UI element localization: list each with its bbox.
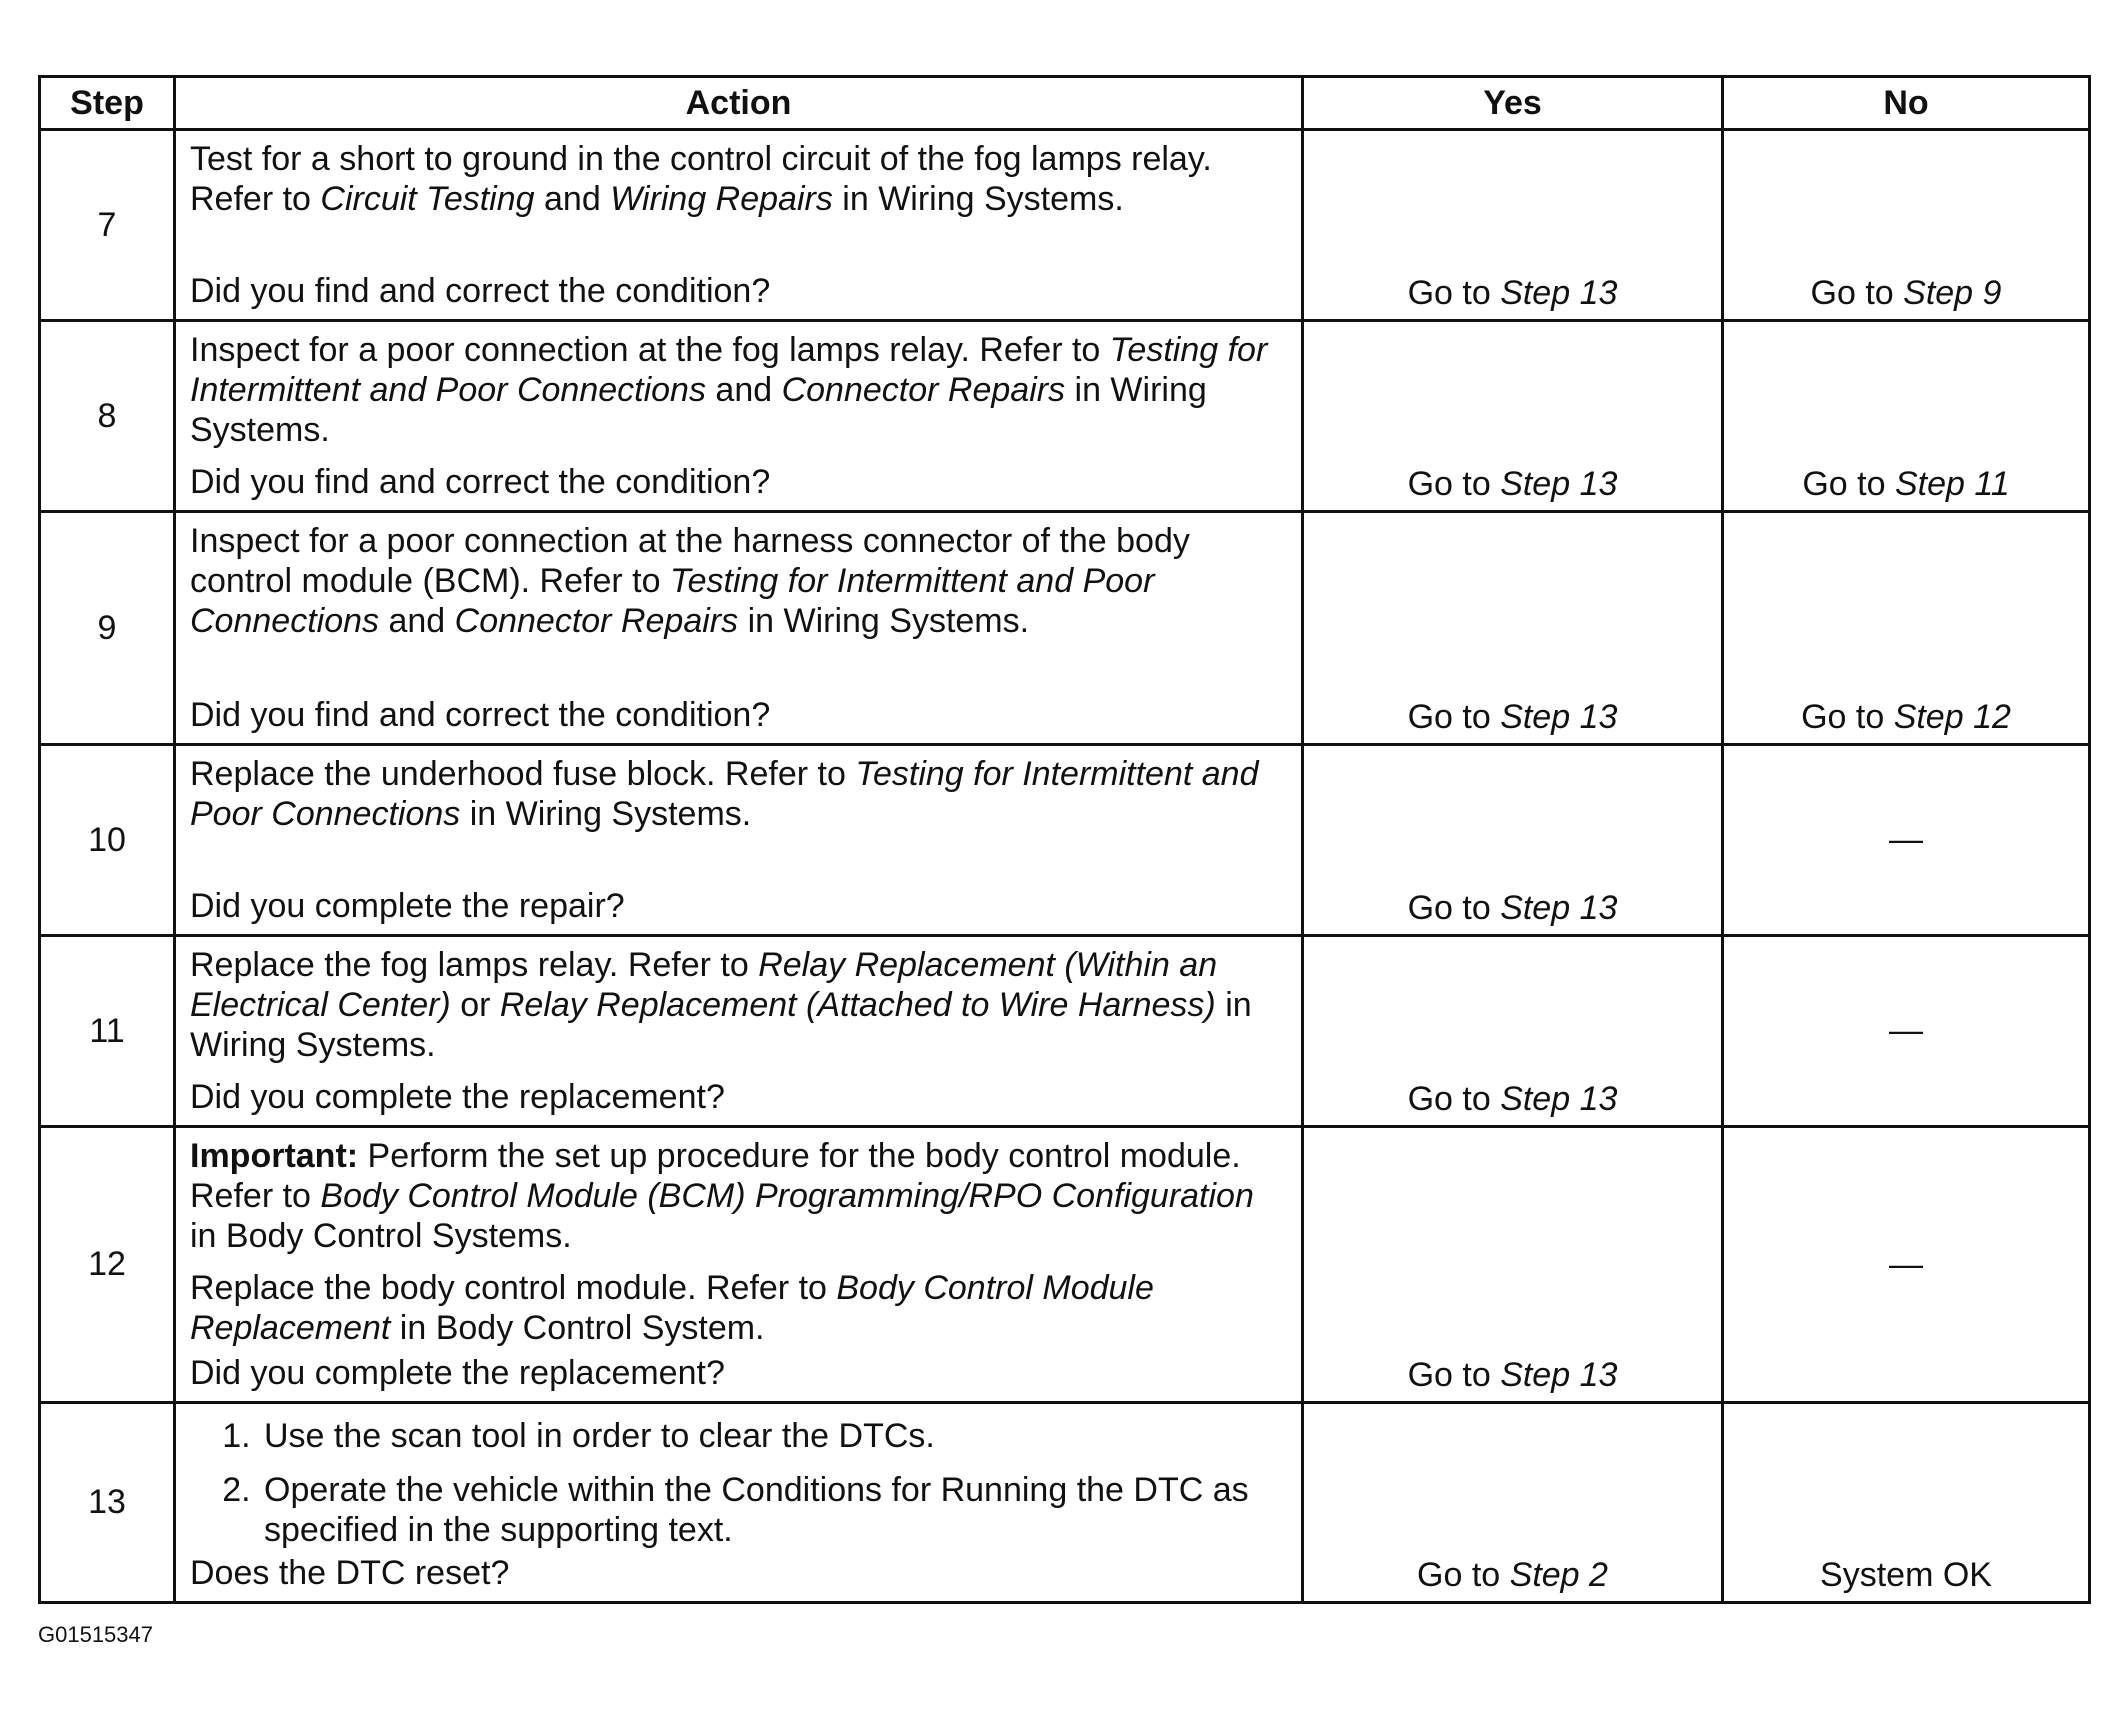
action-text: in Body Control System. [390, 1309, 765, 1347]
question-text: Did you find and correct the condition? [190, 272, 771, 310]
goto-step: Step 13 [1500, 274, 1618, 312]
list-item: 2. Operate the vehicle within the Conditions for Running the DTC as specified in the supporting text. [260, 1470, 1289, 1550]
action-steps-list [190, 1416, 1289, 1550]
table-row [40, 512, 2090, 745]
yes-cell [1303, 1403, 1723, 1603]
no-result [1724, 465, 2088, 504]
action-description [176, 746, 1301, 834]
goto-step: Step 9 [1903, 274, 2002, 312]
action-cell [175, 1127, 1303, 1403]
action-text: in Wiring Systems. [190, 371, 1207, 449]
action-cell [175, 130, 1303, 321]
header-action: Action [175, 77, 1303, 130]
question-text: Did you complete the repair? [190, 887, 625, 925]
yes-result [1304, 1080, 1721, 1119]
action-text: Replace the body control module. Refer to [190, 1269, 837, 1307]
table-row [40, 1127, 2090, 1403]
yes-cell [1303, 936, 1723, 1127]
question-text: Did you find and correct the condition? [190, 696, 771, 734]
action-description [176, 322, 1301, 450]
yes-result [1304, 1556, 1721, 1595]
no-cell [1723, 745, 2090, 936]
goto-step: Step 13 [1500, 889, 1618, 927]
reference-link-text: Relay Replacement (Within an Electrical Center) [190, 946, 1218, 1024]
action-text: Replace the underhood fuse block. Refer to [190, 755, 856, 793]
action-paragraph [190, 521, 1289, 641]
important-note [190, 1136, 1289, 1256]
action-text: Inspect for a poor connection at the harness connector of the body control module (BCM). Refer to [190, 522, 1190, 600]
no-result-dash: — [1889, 1245, 1923, 1283]
step-number: 10 [40, 745, 175, 936]
goto-step: Step 13 [1500, 465, 1618, 503]
goto-step: Step 2 [1509, 1556, 1608, 1594]
step-number: 13 [40, 1403, 175, 1603]
table-row [40, 936, 2090, 1127]
yes-result [1304, 1356, 1721, 1395]
action-text: and [379, 602, 455, 640]
step-number: 9 [40, 512, 175, 745]
action-text: Inspect for a poor connection at the fog lamps relay. Refer to [190, 331, 1110, 369]
goto-prefix: Go to [1407, 274, 1501, 312]
reference-link-text: Body Control Module Replacement [190, 1269, 1154, 1347]
no-cell [1723, 936, 2090, 1127]
important-label: Important: [190, 1137, 359, 1175]
goto-prefix: Go to [1801, 698, 1894, 736]
step-number: 11 [40, 936, 175, 1127]
action-paragraph [190, 1268, 1289, 1348]
step-number: 12 [40, 1127, 175, 1403]
goto-prefix: Go to [1407, 889, 1501, 927]
goto-step: Step 11 [1894, 465, 2010, 503]
goto-prefix: Go to [1407, 1080, 1501, 1118]
goto-prefix: Go to [1417, 1556, 1510, 1594]
question-text: Does the DTC reset? [190, 1554, 510, 1592]
action-text: in Body Control Systems. [190, 1217, 572, 1255]
goto-step: Step 13 [1500, 1080, 1618, 1118]
action-cell [175, 1403, 1303, 1603]
table-row [40, 321, 2090, 512]
figure-id: G01515347 [38, 1622, 153, 1647]
action-cell [175, 745, 1303, 936]
header-row [40, 77, 2090, 130]
yes-result [1304, 889, 1721, 928]
goto-prefix: Go to [1810, 274, 1904, 312]
no-result [1724, 274, 2088, 313]
action-text: in Wiring Systems. [190, 986, 1252, 1064]
action-text: Replace the fog lamps relay. Refer to [190, 946, 759, 984]
no-result [1724, 698, 2088, 737]
step-number: 7 [40, 130, 175, 321]
action-cell [175, 512, 1303, 745]
no-result-dash: — [1889, 1011, 1923, 1050]
no-cell [1723, 1127, 2090, 1403]
no-result: System OK [1820, 1556, 1992, 1594]
step-number: 8 [40, 321, 175, 512]
table-row [40, 1403, 2090, 1603]
action-description [176, 513, 1301, 641]
list-item: 1. Use the scan tool in order to clear the DTCs. [260, 1416, 1289, 1456]
action-text: in Wiring Systems. [832, 180, 1124, 218]
action-paragraph [190, 330, 1289, 450]
action-text: Test for a short to ground in the control circuit of the fog lamps relay. Refer to [190, 140, 1212, 218]
yes-cell [1303, 745, 1723, 936]
question-text: Did you complete the replacement? [190, 1078, 725, 1116]
goto-step: Step 13 [1500, 1356, 1618, 1394]
diagnostic-table [38, 75, 2091, 1604]
action-paragraph [190, 945, 1289, 1065]
reference-link-text: Connector Repairs [454, 602, 739, 640]
action-description [176, 937, 1301, 1065]
goto-prefix: Go to [1407, 465, 1501, 503]
header-yes: Yes [1303, 77, 1723, 130]
reference-link-text: Body Control Module (BCM) Programming/RPO Configuration [320, 1177, 1254, 1215]
reference-link-text: Circuit Testing [320, 180, 535, 218]
action-description [176, 131, 1301, 219]
no-cell [1723, 512, 2090, 745]
header-no: No [1723, 77, 2090, 130]
goto-prefix: Go to [1407, 1356, 1501, 1394]
yes-cell [1303, 130, 1723, 321]
action-text: or [450, 986, 500, 1024]
goto-step: Step 12 [1893, 698, 2011, 736]
no-result-dash: — [1889, 820, 1923, 859]
table-row [40, 745, 2090, 936]
reference-link-text: Relay Replacement (Attached to Wire Harness) [499, 986, 1216, 1024]
question-text: Did you find and correct the condition? [190, 463, 771, 501]
reference-link-text: Testing for Intermittent and Poor Connections [190, 562, 1155, 640]
action-text: and [705, 371, 782, 409]
yes-result [1304, 274, 1721, 313]
yes-result [1304, 698, 1721, 737]
action-cell [175, 936, 1303, 1127]
goto-prefix: Go to [1407, 698, 1501, 736]
goto-step: Step 13 [1500, 698, 1618, 736]
action-description [176, 1404, 1301, 1550]
yes-cell [1303, 1127, 1723, 1403]
reference-link-text: Connector Repairs [781, 371, 1066, 409]
reference-link-text: Testing for Intermittent and Poor Connections [190, 331, 1268, 409]
no-cell [1723, 130, 2090, 321]
question-text: Did you complete the replacement? [190, 1354, 725, 1392]
yes-result [1304, 465, 1721, 504]
yes-cell [1303, 512, 1723, 745]
goto-prefix: Go to [1802, 465, 1895, 503]
reference-link-text: Wiring Repairs [610, 180, 833, 218]
no-cell [1723, 1403, 2090, 1603]
header-step: Step [40, 77, 175, 130]
action-paragraph [190, 754, 1289, 834]
action-description [176, 1128, 1301, 1348]
action-cell [175, 321, 1303, 512]
action-text: in Wiring Systems. [460, 795, 752, 833]
action-text: and [534, 180, 611, 218]
action-paragraph [190, 139, 1289, 219]
reference-link-text: Testing for Intermittent and Poor Connections [190, 755, 1259, 833]
action-text: Perform the set up procedure for the body control module. Refer to [190, 1137, 1241, 1215]
table-row [40, 130, 2090, 321]
no-cell [1723, 321, 2090, 512]
yes-cell [1303, 321, 1723, 512]
action-text: in Wiring Systems. [738, 602, 1030, 640]
